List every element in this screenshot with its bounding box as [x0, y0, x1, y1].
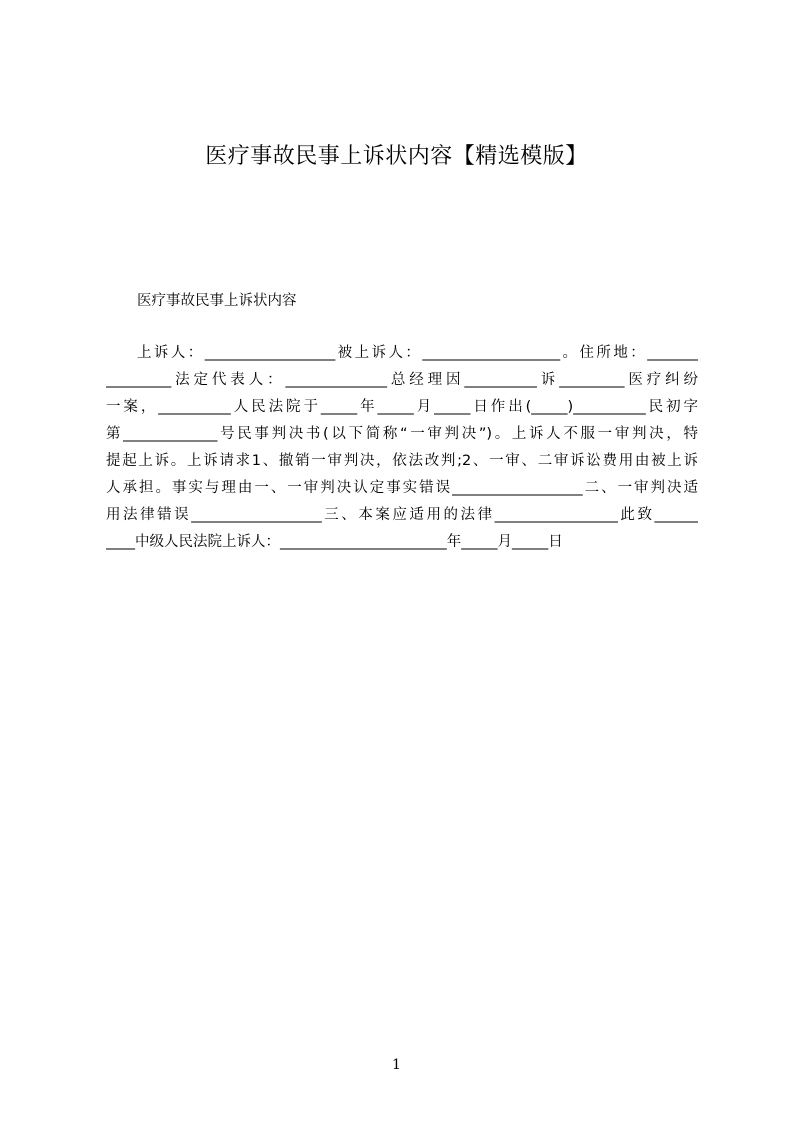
body-line: 上诉人：__________________被上诉人：___________________。住所地：_______ — [137, 345, 698, 361]
body-line: 提起上诉。上诉请求1、撤销一审判决，依法改判;2、一审、二审诉讼费用由被上诉 — [106, 453, 698, 469]
body-line: ____中级人民法院上诉人：_______________________年_____月_____日 — [106, 534, 563, 550]
body-line: 用法律错误__________________三、本案应适用的法律_________________此致______ — [106, 507, 698, 523]
page-title: 医疗事故民事上诉状内容【精选模版】 — [205, 144, 588, 169]
page-number: 1 — [392, 1057, 401, 1073]
document-subtitle: 医疗事故民事上诉状内容 — [137, 293, 297, 309]
body-line: _________法定代表人：______________总经理因__________诉_________医疗纠纷 — [106, 372, 698, 388]
body-line: 人承担。事实与理由一、一审判决认定事实错误__________________二、一审判决适 — [106, 480, 698, 496]
body-line: 第_____________号民事判决书(以下简称“一审判决”)。上诉人不服一审判决，特 — [106, 426, 698, 442]
body-line: 一案，__________人民法院于_____年_____月_____日作出(_____)__________民初字 — [106, 399, 698, 415]
